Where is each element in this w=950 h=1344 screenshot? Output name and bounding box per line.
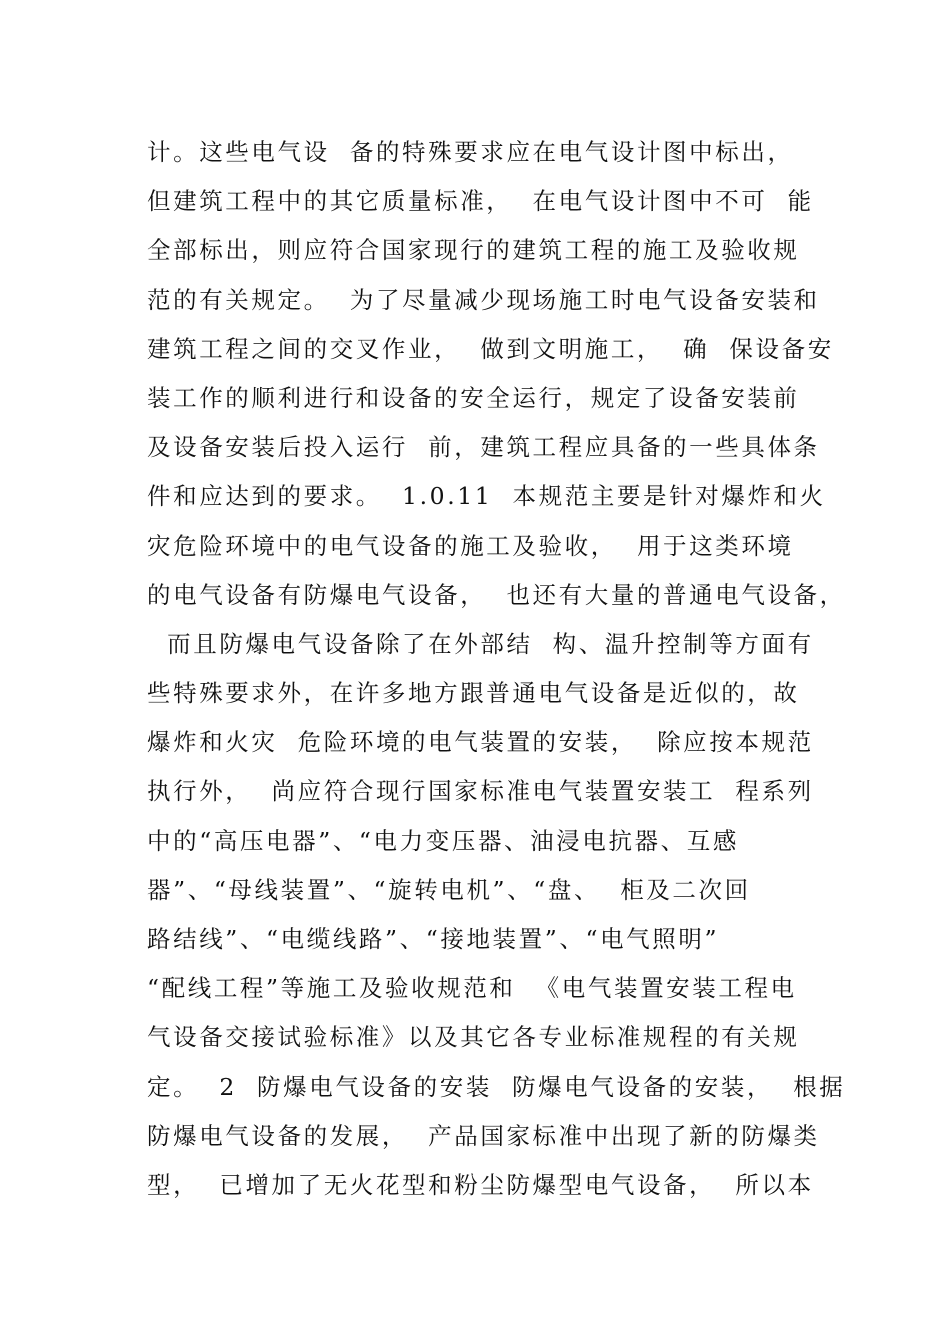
text-line: 而且防爆电气设备除了在外部结 构、温升控制等方面有 — [147, 629, 814, 658]
text-line: 防爆电气设备的发展， 产品国家标准中出现了新的防爆类 — [147, 1121, 820, 1150]
text-line: 执行外， 尚应符合现行国家标准电气装置安装工 程系列 — [147, 777, 814, 806]
text-line: 但建筑工程中的其它质量标准， 在电气设计图中不可 能 — [147, 187, 814, 216]
text-line: 中的“高压电器”、“电力变压器、油浸电抗器、互感 — [147, 826, 739, 855]
text-line: 气设备交接试验标准》以及其它各专业标准规程的有关规 — [147, 1023, 800, 1052]
text-line: 爆炸和火灾 危险环境的电气装置的安装， 除应按本规范 — [147, 728, 814, 757]
body-text — [147, 128, 846, 1210]
text-line: 件和应达到的要求。 1.0.11 本规范主要是针对爆炸和火 — [147, 482, 826, 511]
text-line: “配线工程”等施工及验收规范和 《电气装置安装工程电 — [147, 974, 797, 1003]
text-line: 些特殊要求外，在许多地方跟普通电气设备是近似的，故 — [147, 679, 800, 708]
text-line: 型， 已增加了无火花型和粉尘防爆型电气设备， 所以本 — [147, 1170, 814, 1199]
text-line: 范的有关规定。 为了尽量减少现场施工时电气设备安装和 — [147, 285, 820, 314]
text-line: 路结线”、“电缆线路”、“接地装置”、“电气照明” — [147, 925, 720, 953]
text-line: 的电气设备有防爆电气设备， 也还有大量的普通电气设备， — [147, 580, 846, 609]
text-line: 计。这些电气设 备的特殊要求应在电气设计图中标出， — [147, 138, 794, 166]
text-line: 全部标出，则应符合国家现行的建筑工程的施工及验收规 — [147, 236, 800, 265]
text-line: 建筑工程之间的交叉作业， 做到文明施工， 确 保设备安 — [147, 334, 834, 363]
text-line: 定。 2 防爆电气设备的安装 防爆电气设备的安装， 根据 — [147, 1072, 846, 1101]
text-line: 及设备安装后投入运行 前，建筑工程应具备的一些具体条 — [147, 433, 820, 462]
text-line: 器”、“母线装置”、“旋转电机”、“盘、 柜及二次回 — [147, 875, 751, 904]
text-line: 灾危险环境中的电气设备的施工及验收， 用于这类环境 — [147, 531, 794, 560]
text-line: 装工作的顺利进行和设备的安全运行，规定了设备安装前 — [147, 383, 800, 412]
